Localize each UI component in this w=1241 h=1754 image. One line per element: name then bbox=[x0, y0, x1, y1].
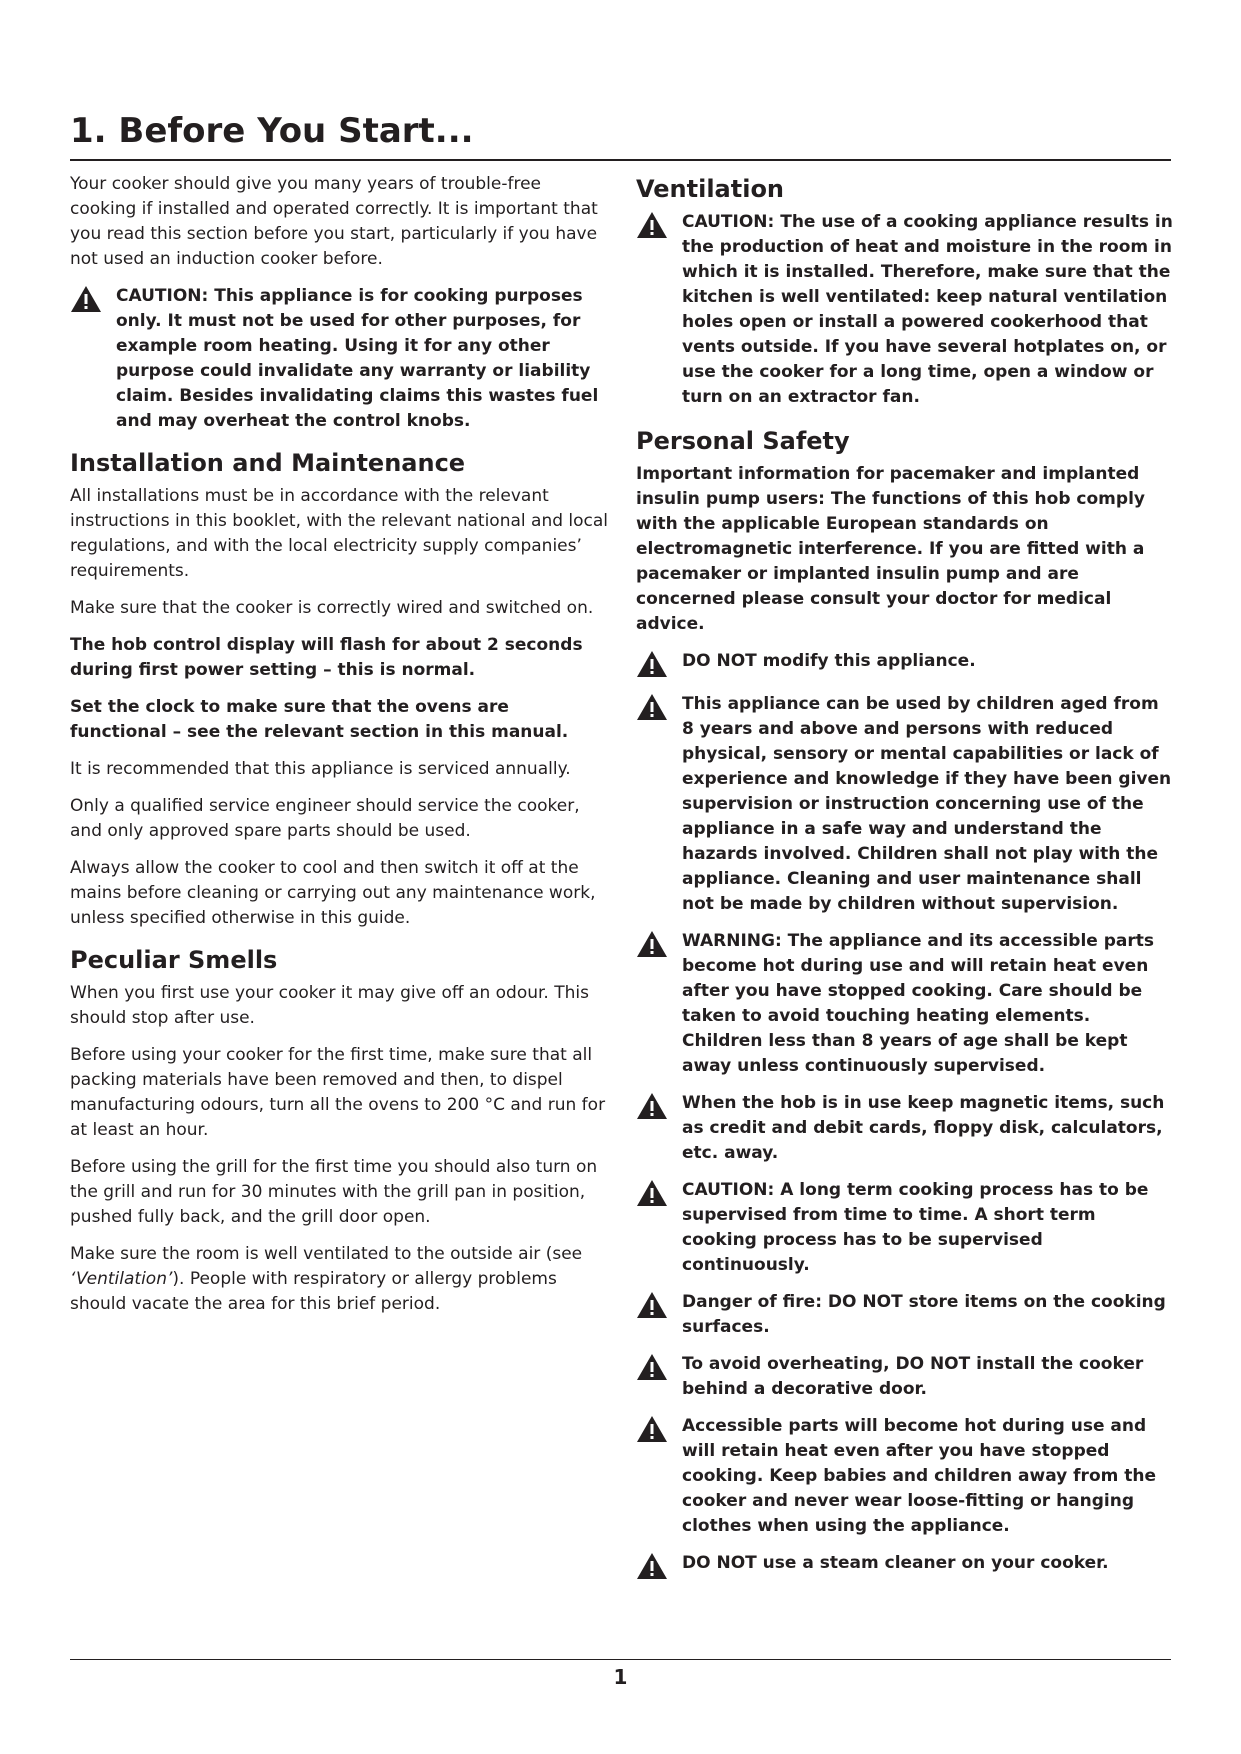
warning-triangle-icon bbox=[636, 1352, 682, 1383]
warning-text: Danger of fire: DO NOT store items on the cooking surfaces. bbox=[682, 1292, 1166, 1337]
heading-installation: Installation and Maintenance bbox=[70, 449, 466, 477]
installation-paragraph: The hob control display will flash for about 2 seconds during first power setting – this is normal. bbox=[70, 635, 583, 680]
installation-paragraph: Always allow the cooker to cool and then switch it off at the mains before cleaning or carrying out any maintenance work, unless specified otherwise in this guide. bbox=[70, 858, 596, 928]
smells-paragraph bbox=[70, 1242, 610, 1317]
warning-item bbox=[636, 692, 1174, 917]
warning-item bbox=[636, 649, 1174, 680]
smells-text: Make sure the room is well ventilated to the outside air (see bbox=[70, 1244, 583, 1264]
page-number: 1 bbox=[613, 1665, 628, 1689]
heading-personal-safety: Personal Safety bbox=[636, 427, 850, 455]
warning-text: To avoid overheating, DO NOT install the cooker behind a decorative door. bbox=[682, 1354, 1144, 1399]
warning-text: DO NOT modify this appliance. bbox=[682, 651, 976, 671]
installation-paragraph: All installations must be in accordance with the relevant instructions in this booklet, with the relevant national and local regulations, and with the local electricity supply companies’ requirements. bbox=[70, 486, 609, 581]
right-column bbox=[636, 172, 1174, 1594]
warning-item bbox=[636, 1091, 1174, 1166]
smells-paragraph: Before using your cooker for the first time, make sure that all packing materials have been removed and then, to dispel manufacturing odours, turn all the ovens to 200 °C and run for at least an hour. bbox=[70, 1045, 606, 1140]
installation-paragraph: Only a qualified service engineer should service the cooker, and only approved spare parts should be used. bbox=[70, 796, 580, 841]
warning-text: This appliance can be used by children aged from 8 years and above and persons with reduced physical, sensory or mental capabilities or lack of experience and knowledge if they have been given supervision or instruction concerning use of the appliance in a safe way and understand the hazards involved. Children shall not play with the appliance. Cleaning and user maintenance shall not be made by children without supervision. bbox=[682, 694, 1172, 914]
warning-item bbox=[636, 1352, 1174, 1402]
title-divider bbox=[70, 159, 1171, 161]
caution-text: CAUTION: The use of a cooking appliance results in the production of heat and moisture in the room in which it is installed. Therefore, make sure that the kitchen is well ventilated: keep natural ventilation holes open or install a powered cookerhood that vents outside. If you have several hotplates on, or use the cooker for a long time, open a window or turn on an extractor fan. bbox=[682, 212, 1173, 407]
smells-text: ). People with respiratory or allergy problems should vacate the area for this brief period. bbox=[70, 1269, 557, 1314]
warning-item bbox=[636, 1178, 1174, 1278]
warnings-list bbox=[636, 649, 1174, 1582]
warning-item bbox=[636, 1290, 1174, 1340]
warning-triangle-icon bbox=[636, 1551, 682, 1582]
warning-text: CAUTION: A long term cooking process has to be supervised from time to time. A short term cooking process has to be supervised continuously. bbox=[682, 1180, 1149, 1275]
warning-item bbox=[636, 1414, 1174, 1539]
installation-paragraph: Set the clock to make sure that the ovens are functional – see the relevant section in this manual. bbox=[70, 697, 569, 742]
warning-triangle-icon bbox=[636, 1178, 682, 1209]
warning-text: Accessible parts will become hot during use and will retain heat even after you have stopped cooking. Keep babies and children away from the cooker and never wear loose-fitting or hanging clothes when using the appliance. bbox=[682, 1416, 1157, 1536]
heading-ventilation: Ventilation bbox=[636, 175, 785, 203]
warning-item bbox=[636, 1551, 1174, 1582]
caution-block bbox=[70, 284, 610, 434]
warning-triangle-icon bbox=[636, 1290, 682, 1321]
smells-paragraph: Before using the grill for the first time you should also turn on the grill and run for 30 minutes with the grill pan in position, pushed fully back, and the grill door open. bbox=[70, 1157, 598, 1227]
safety-intro bbox=[636, 462, 1174, 637]
warning-text: When the hob is in use keep magnetic items, such as credit and debit cards, floppy disk, calculators, etc. away. bbox=[682, 1093, 1165, 1163]
intro-paragraph: Your cooker should give you many years of trouble-free cooking if installed and operated correctly. It is important that you read this section before you start, particularly if you have not used an induction cooker before. bbox=[70, 174, 598, 269]
left-column bbox=[70, 172, 610, 1329]
warning-triangle-icon bbox=[636, 1414, 682, 1445]
caution-block bbox=[636, 210, 1174, 410]
warning-triangle-icon bbox=[636, 692, 682, 723]
warning-item bbox=[636, 929, 1174, 1079]
caution-text: CAUTION: This appliance is for cooking purposes only. It must not be used for other purposes, for example room heating. Using it for any other purpose could invalidate any warranty or liability claim. Besides invalidating claims this wastes fuel and may overheat the control knobs. bbox=[116, 286, 599, 431]
footer-divider bbox=[70, 1659, 1171, 1660]
warning-triangle-icon bbox=[636, 929, 682, 960]
installation-paragraph: It is recommended that this appliance is serviced annually. bbox=[70, 759, 571, 779]
safety-intro-text: : The functions of this hob comply with the applicable European standards on electromagnetic interference. If you are fitted with a pacemaker or implanted insulin pump and are concerned please consult your doctor for medical advice. bbox=[636, 489, 1145, 634]
installation-paragraph: Make sure that the cooker is correctly wired and switched on. bbox=[70, 598, 594, 618]
ventilation-reference: ‘Ventilation’ bbox=[70, 1269, 173, 1289]
page-title: 1. Before You Start... bbox=[70, 111, 474, 151]
warning-text: WARNING: The appliance and its accessible parts become hot during use and will retain heat even after you have stopped cooking. Care should be taken to avoid touching heating elements. Children less than 8 years of age shall be kept away unless continuously supervised. bbox=[682, 931, 1154, 1076]
warning-triangle-icon bbox=[636, 210, 682, 241]
warning-text: DO NOT use a steam cleaner on your cooker. bbox=[682, 1553, 1109, 1573]
smells-paragraph: When you first use your cooker it may give off an odour. This should stop after use. bbox=[70, 983, 589, 1028]
safety-intro-bold: Important information for pacemaker and implanted insulin pump users bbox=[636, 464, 1140, 509]
heading-peculiar-smells: Peculiar Smells bbox=[70, 946, 278, 974]
warning-triangle-icon bbox=[636, 649, 682, 680]
warning-triangle-icon bbox=[636, 1091, 682, 1122]
warning-triangle-icon bbox=[70, 284, 116, 315]
